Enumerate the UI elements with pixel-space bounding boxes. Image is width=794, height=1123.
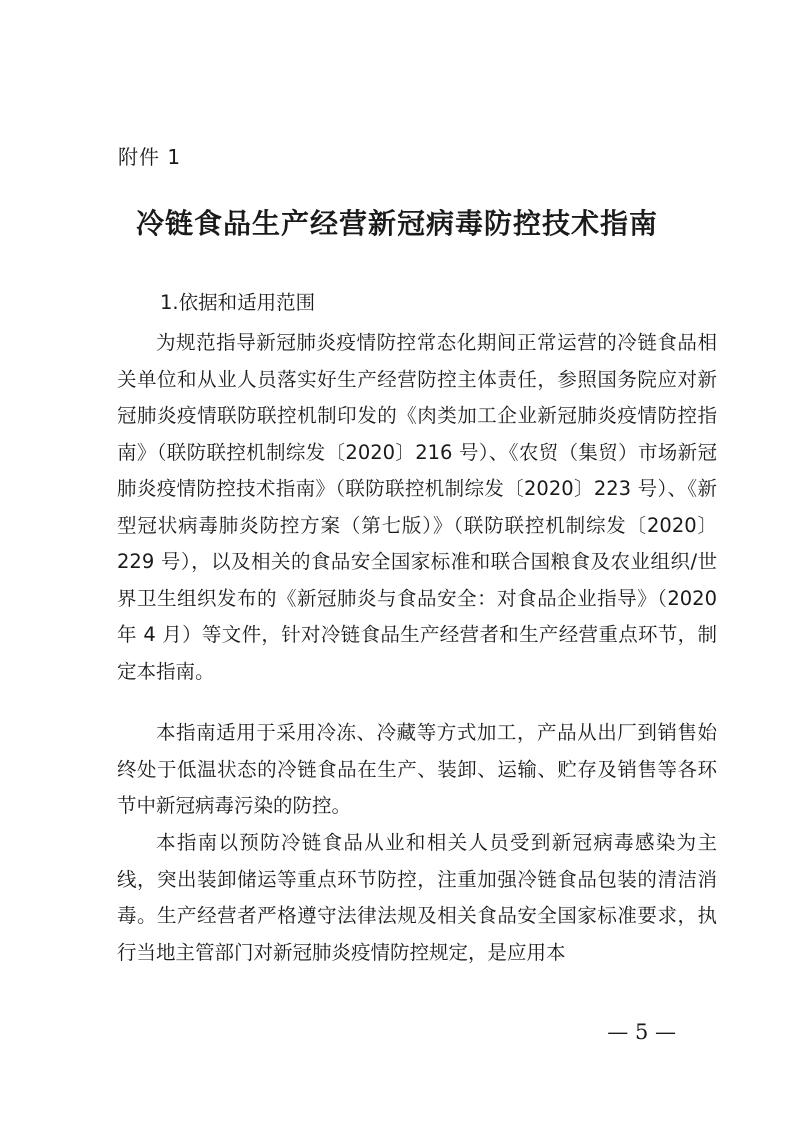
body-paragraph: 本指南以预防冷链食品从业和相关人员受到新冠病毒感染为主线，突出装卸储运等重点环节防控，注重加强冷链食品包装的清洁消毒。生产经营者严格遵守法律法规及相关食品安全国家标准要求，执行当地主管部门对新冠肺炎疫情防控规定，是应用本: [117, 831, 717, 964]
body-paragraph: 本指南适用于采用冷冻、冷藏等方式加工，产品从出厂到销售始终处于低温状态的冷链食品在生产、装卸、运输、贮存及销售等各环节中新冠病毒污染的防控。: [117, 721, 717, 817]
section-heading: 1.依据和适用范围: [160, 291, 316, 314]
page-number: — 5 —: [607, 1020, 676, 1044]
attachment-label: 附件 1: [118, 145, 182, 169]
document-title: 冷链食品生产经营新冠病毒防控技术指南: [135, 207, 658, 240]
body-paragraph: 为规范指导新冠肺炎疫情防控常态化期间正常运营的冷链食品相关单位和从业人员落实好生产经营防控主体责任，参照国务院应对新冠肺炎疫情联防联控机制印发的《肉类加工企业新冠肺炎疫情防控指南》（联防联控机制综发〔2020〕216 号）、《农贸（集贸）市场新冠肺炎疫情防控技术指南》（联防联控机制综发〔2020〕223 号）、《新型冠状病毒肺炎防控方案（第七版）》（联防联控机制综发〔2020〕229 号），以及相关的食品安全国家标准和联合国粮食及农业组织/世界卫生组织发布的《新冠肺炎与食品安全：对食品企业指导》（2020 年 4 月）等文件，针对冷链食品生产经营者和生产经营重点环节，制定本指南。: [117, 331, 717, 683]
